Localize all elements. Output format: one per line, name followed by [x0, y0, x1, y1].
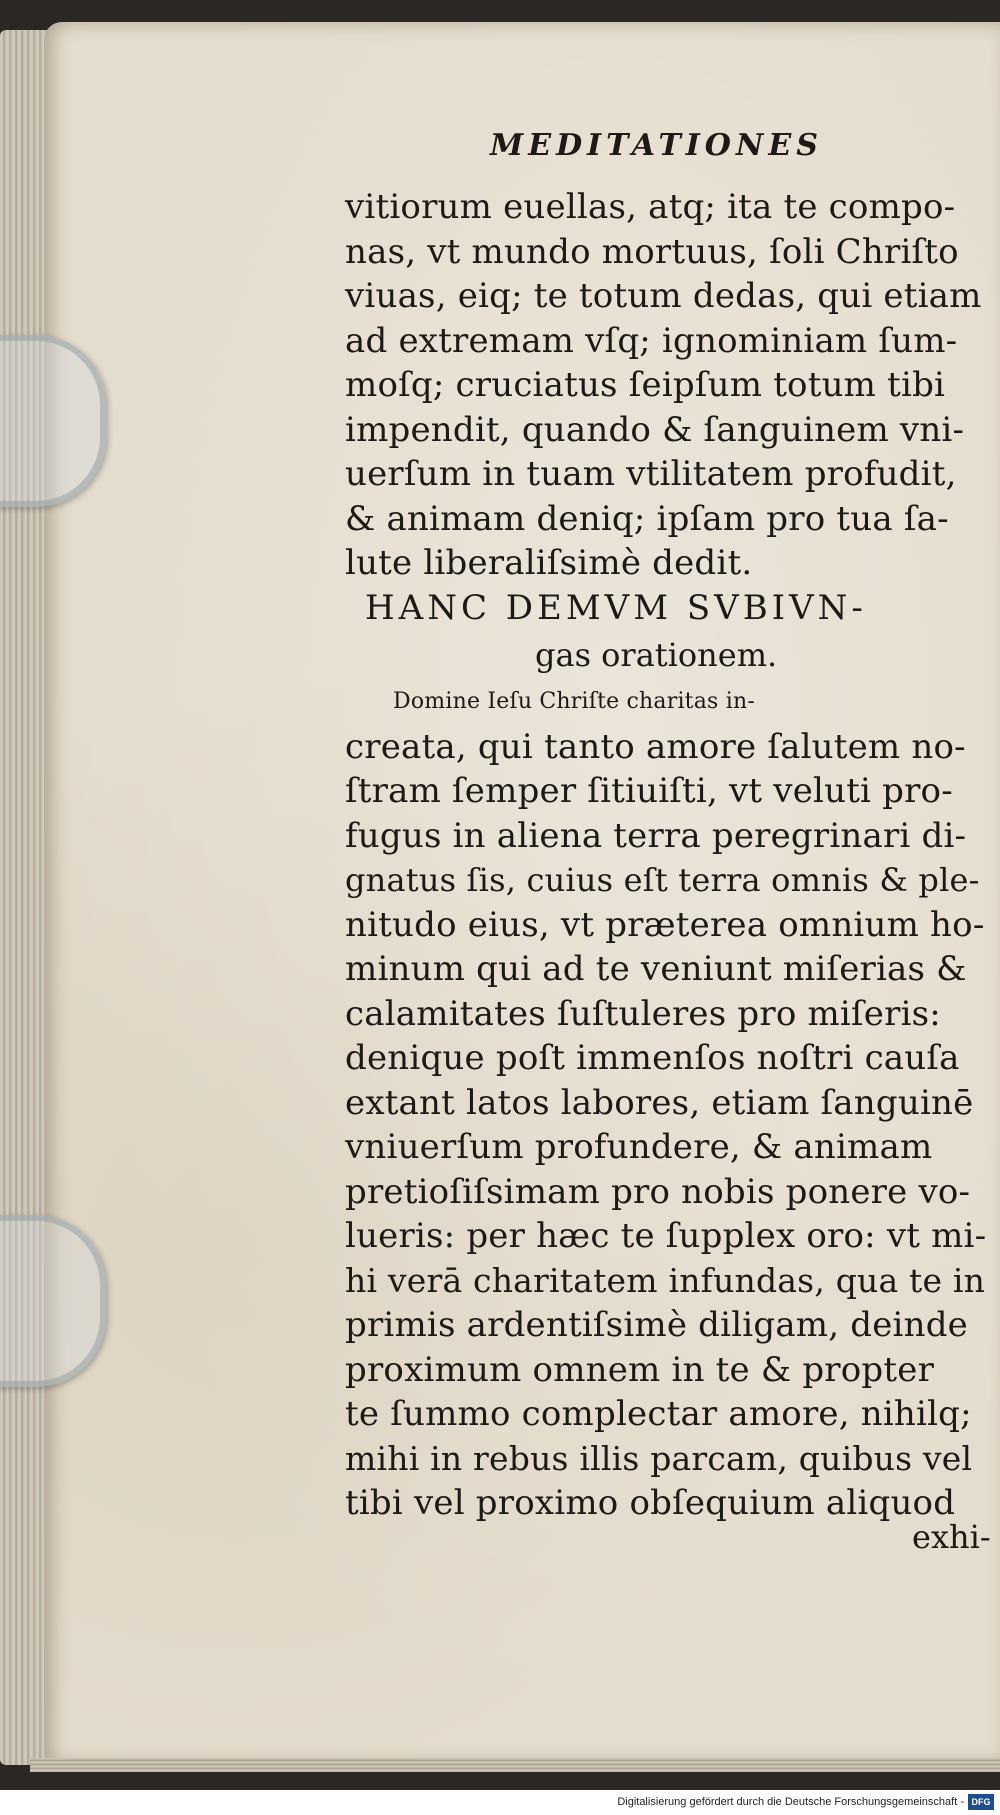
body-text [345, 185, 985, 586]
prayer-line: nitudo eius, vt præterea omnium ho- [345, 904, 985, 945]
body-line: uerſum in tuam vtilitatem profudit, [345, 454, 957, 494]
prayer-line: minum qui ad te veniunt miſerias & [345, 949, 967, 989]
body-line: viuas, eiq; te totum dedas, qui etiam [345, 276, 982, 316]
body-line: lute liberaliſsimè dedit. [345, 543, 753, 583]
body-line: impendit, quando & ſanguinem vni- [345, 409, 965, 450]
prayer-line: denique poſt immenſos noſtri cauſa [345, 1038, 960, 1078]
prayer-line: Domine Ieſu Chriſte charitas in- [393, 689, 755, 714]
prayer-line: te ſummo complectar amore, nihilq; [345, 1394, 972, 1434]
bottom-page-edges [30, 1758, 1000, 1772]
prayer-line: fugus in aliena terra peregrinari di- [345, 815, 967, 856]
prayer-line: pretioſiſsimam pro nobis ponere vo- [345, 1171, 971, 1212]
body-line: nas, vt mundo mortuus, ſoli Chriſto [345, 231, 959, 272]
prayer-line: proximum omnem in te & propter [345, 1349, 935, 1390]
page-clip-bottom [0, 1215, 106, 1387]
prayer-line: primis ardentiſsimè diligam, deinde [345, 1305, 969, 1345]
prayer-line: extant latos labores, etiam ſanguinē [345, 1082, 974, 1123]
footer-credit: Digitalisierung gefördert durch die Deutsche Forschungsgemeinschaft - [617, 1796, 964, 1808]
dfg-logo: DFG [968, 1794, 994, 1810]
prayer-line: tibi vel proximo obſequium aliquod [345, 1483, 956, 1523]
body-line: vitiorum euellas, atq; ita te compo- [345, 187, 956, 227]
prayer-text [345, 680, 985, 1526]
prayer-line: vniuerſum profundere, & animam [345, 1127, 933, 1167]
section-heading: HANC DEMVM SVBIVN- [365, 588, 867, 628]
prayer-line: creata, qui tanto amore ſalutem no- [345, 726, 966, 767]
body-line: moſq; cruciatus ſeipſum totum tibi [345, 365, 946, 405]
body-line: ad extremam vſq; ignominiam ſum- [345, 320, 958, 361]
prayer-line: calamitates ſuſtuleres pro miſeris: [345, 993, 941, 1034]
catchword: exhi- [912, 1518, 991, 1556]
section-heading-continuation: gas orationem. [535, 636, 778, 674]
body-line: & animam deniq; ipſam pro tua ſa- [345, 498, 949, 539]
prayer-line: lueris: per hæc te ſupplex oro: vt mi- [345, 1216, 987, 1256]
prayer-line: gnatus ſis, cuius eſt terra omnis & ple- [345, 861, 980, 899]
prayer-line: ſtram ſemper ſitiuiſti, vt veluti pro- [345, 771, 953, 811]
prayer-line: mihi in rebus illis parcam, quibus vel [345, 1438, 973, 1478]
running-head: MEDITATIONES [490, 128, 823, 163]
page-clip-top [0, 335, 106, 507]
prayer-line: hi verā charitatem infundas, qua te in [345, 1260, 986, 1300]
attribution-footer [0, 1790, 1000, 1815]
